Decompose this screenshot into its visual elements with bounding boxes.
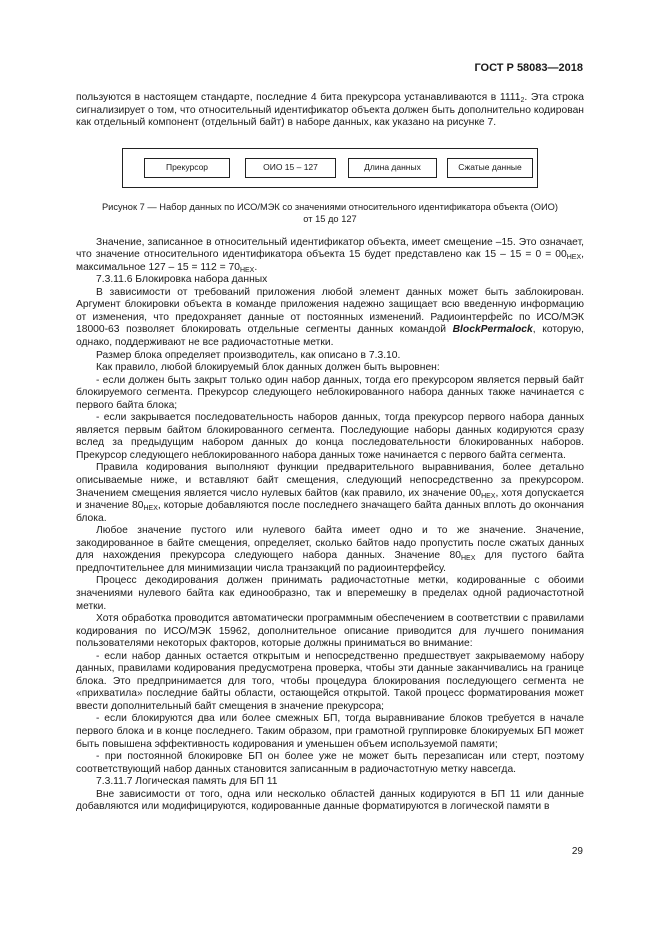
figure-box-data-length: Длина данных [348, 158, 437, 178]
subscript: HEX [481, 492, 496, 500]
figure-box-precursor: Прекурсор [144, 158, 230, 178]
figure-box-compressed-data: Сжатые данные [447, 158, 533, 178]
list-item: - если блокируются два или более смежных БП, тогда выравнивание блоков требуется в начале первого блока и в конце последнего. Таким образом, при грамотной группировке блокируемых БП может быть повышена эффективность кодирования и уменьшен объем используемой памяти; [76, 713, 584, 750]
paragraph: Процесс декодирования должен принимать радиочастотные метки, кодированные с обоими значениями нулевого байта как единообразно, так и вперемешку в пределах одной радиочастотной метки. [76, 575, 584, 612]
text-run: В зависимости от требований приложения любой элемент данных может быть заблокирован. Аргумент блокировки объекта в команде приложения надежно защищает всю введенную информацию от изменения, что предохраняет данные от постоянных изменений. Радиоинтерфейс по ИСО/МЭК 18000-63 позволяет блокировать отдельные сегменты данных командой [76, 286, 584, 336]
section-heading: 7.3.11.6 Блокировка набора данных [96, 274, 268, 286]
caption-line: Рисунок 7 — Набор данных по ИСО/МЭК со значениями относительного идентификатора объекта (ОИО) [101, 201, 558, 212]
list-item: - если должен быть закрыт только один набор данных, тогда его прекурсором является первый байт блокируемого сегмента. Прекурсор следующего неблокированного набора данных также начинается с первого байта блока; [76, 374, 584, 411]
section-heading: 7.3.11.7 Логическая память для БП 11 [96, 776, 278, 788]
text-run: . [254, 261, 258, 273]
standard-header: ГОСТ Р 58083—2018 [474, 62, 583, 74]
figure-box-oid: ОИО 15 – 127 [245, 158, 336, 178]
subscript: HEX [143, 505, 158, 513]
text-run: , которые добавляются после последнего значащего байта данных вплоть до окончания блока. [76, 500, 584, 524]
command-name: BlockPermalock [452, 324, 533, 336]
page-number: 29 [571, 846, 583, 857]
text-run: Любое значение пустого или нулевого байта имеет одно и то же значение. Значение, закодированное в байте смещения, определяет, сколько байтов надо пропустить после сжатых данных для нахождения прекурсора следующего набора данных. Значение 80 [76, 525, 584, 562]
list-item: - при постоянной блокировке БП он более уже не может быть перезаписан или стерт, поэтому соответствующий набор данных становится записанным в радиочастотную метку навсегда. [76, 751, 584, 775]
paragraph: Вне зависимости от того, одна или несколько областей данных кодируются в БП 11 или данные добавляются или модифицируются, кодированные данные форматируются в логической памяти в [76, 788, 584, 813]
text-run: , хотя допускается и значение 80 [76, 487, 584, 512]
paragraph [76, 92, 584, 130]
paragraph [76, 462, 584, 525]
text-run: , максимальное 127 – 15 = 112 = 70 [76, 249, 584, 273]
subscript: HEX [239, 266, 255, 274]
document-body [76, 92, 584, 814]
paragraph: Размер блока определяет производитель, как описано в 7.3.10. [96, 349, 401, 361]
text-run: Значение, записанное в относительный идентификатор объекта, имеет смещение –15. Это означает, что значение относительного идентификатора объекта 15 будет представлено как 15 – 15 = 0 = 00 [76, 236, 584, 261]
caption-line: от 15 до 127 [303, 213, 357, 224]
figure-caption [76, 201, 584, 225]
subscript: HEX [566, 254, 582, 262]
text-run: . Эта строка сигнализирует о том, что относительный идентификатор объекта должен быть дополнительно кодирован как отдельный компонент (отдельный байт) в наборе данных, как указано на рисунке 7. [76, 92, 584, 129]
paragraph [76, 237, 584, 275]
list-item: - если набор данных остается открытым и непосредственно предшествует закрываемому набору данных, правилами кодирования предусмотрена проверка, чтобы эти данные заканчивались на границе блока. Это предпринимается для того, чтобы процедура блокирования последующего сегмента не «прихватила» последние байты области, остающейся открытой. Такой процесс форматирования может ввести дополнительный байт смещения в значение прекурсора; [76, 650, 584, 712]
text-run: для пустого байта предпочтительнее для минимизации числа транзакций по радиоинтерфейсу. [76, 550, 585, 574]
text-run: , которую, однако, поддерживают не все радиочастотные метки. [76, 324, 584, 349]
paragraph [76, 287, 584, 350]
list-item: - если закрывается последовательность наборов данных, тогда прекурсор первого набора данных является первым байтом блокированного сегмента. Последующие наборы данных кодируются сразу вслед за предыдущим набором данных до конца последовательности блокированных наборов. Прекурсор следующего неблокированного набора данных тоже начинается с первого байта сегмента. [76, 412, 584, 461]
paragraph: Как правило, любой блокируемый блок данных должен быть выровнен: [96, 362, 440, 374]
paragraph: Хотя обработка проводится автоматически программным обеспечением в соответствии с правилами кодирования по ИСО/МЭК 15962, дополнительное описание приводится для лучшего понимания пользователями некоторых факторов, которые должны приниматься во внимание: [76, 613, 584, 650]
text-run: Правила кодирования выполняют функции предварительного выравнивания, более детально описываемые ниже, и вставляют байт смещения, следующий непосредственно за прекурсором. Значением смещения является число нулевых байтов (как правило, их значение 00 [76, 462, 584, 499]
figure-7-frame [122, 148, 538, 188]
text-run: пользуются в настоящем стандарте, последние 4 бита прекурсора устанавливаются в 1111 [76, 92, 521, 103]
subscript: HEX [460, 555, 476, 563]
subscript: 2 [520, 97, 525, 104]
paragraph [76, 525, 584, 575]
